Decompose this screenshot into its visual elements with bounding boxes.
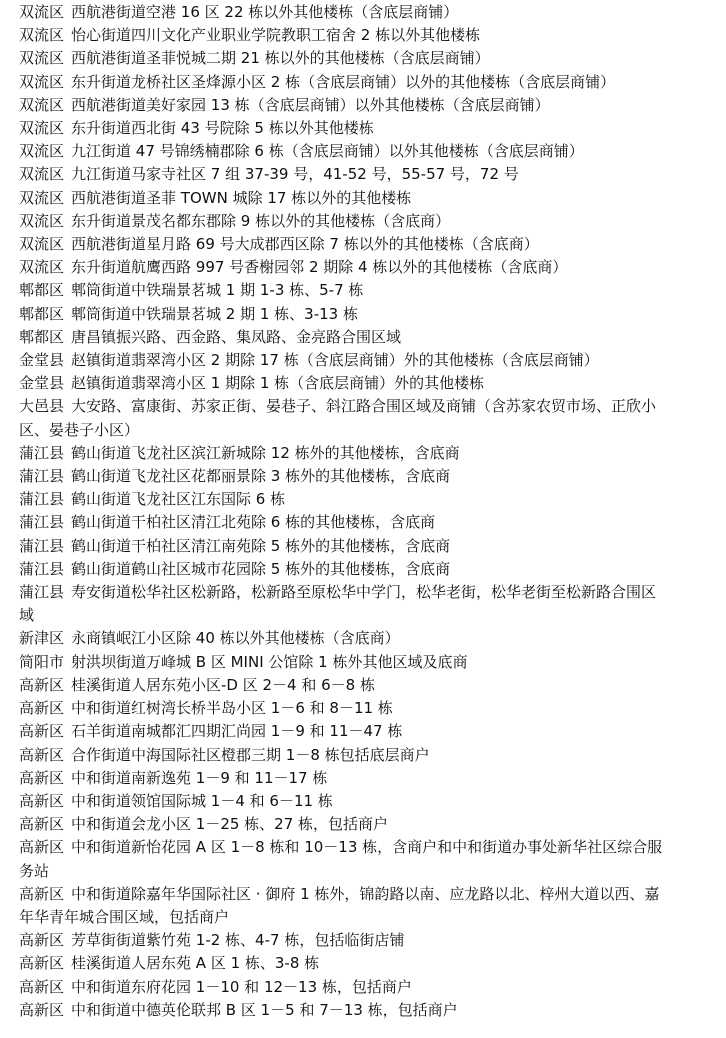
district-name: 高新区 [19, 745, 65, 764]
area-description: 中和街道中德英伦联邦 B 区 1－5 和 7－13 栋，包括商户 [71, 1000, 458, 1019]
list-item [19, 976, 667, 999]
list-item [19, 720, 667, 743]
list-item [19, 117, 667, 140]
area-description: 中和街道除嘉年华国际社区 · 御府 1 栋外，锦韵路以南、应龙路以北、梓州大道以西、嘉年华青年城合围区域，包括商户 [19, 884, 660, 926]
district-name: 双流区 [19, 49, 65, 68]
list-item [19, 790, 667, 813]
list-item [19, 836, 667, 882]
area-description: 唐昌镇振兴路、西金路、集凤路、金亮路合围区域 [71, 327, 402, 346]
list-item [19, 674, 667, 697]
list-item [19, 581, 667, 627]
area-description: 永商镇岷江小区除 40 栋以外其他楼栋（含底商） [71, 629, 400, 648]
list-item [19, 558, 667, 581]
area-description: 西航港街道圣菲 TOWN 城除 17 栋以外的其他楼栋 [71, 188, 412, 207]
list-item [19, 256, 667, 279]
area-description: 东升街道航鹰西路 997 号香榭园邻 2 期除 4 栋以外的其他楼栋（含底商） [71, 258, 568, 277]
district-name: 大邑县 [19, 397, 65, 416]
area-description: 西航港街道空港 16 区 22 栋以外其他楼栋（含底层商铺） [71, 3, 459, 21]
district-name: 高新区 [19, 838, 65, 857]
district-name: 蒲江县 [19, 490, 65, 509]
list-item [19, 233, 667, 256]
area-description: 鹤山街道鹤山社区城市花园除 5 栋外的其他楼栋，含底商 [71, 559, 451, 578]
area-description: 中和街道南新逸苑 1－9 和 11－17 栋 [71, 768, 328, 787]
list-item [19, 535, 667, 558]
area-description: 寿安街道松华社区松新路，松新路至原松华中学门，松华老街，松华老街至松新路合围区域 [19, 583, 657, 625]
district-name: 新津区 [19, 629, 65, 648]
list-item [19, 210, 667, 233]
list-item [19, 813, 667, 836]
list-item [19, 140, 667, 163]
list-item [19, 372, 667, 395]
district-name: 高新区 [19, 675, 65, 694]
district-name: 双流区 [19, 26, 65, 45]
area-description: 东升街道景茂名都东郡除 9 栋以外的其他楼栋（含底商） [71, 211, 451, 230]
area-description: 东升街道龙桥社区圣烽源小区 2 栋（含底层商铺）以外的其他楼栋（含底层商铺） [71, 72, 616, 91]
list-item [19, 395, 667, 441]
list-item [19, 303, 667, 326]
area-description: 中和街道会龙小区 1－25 栋、27 栋，包括商户 [71, 815, 389, 834]
list-item [19, 697, 667, 720]
list-item [19, 929, 667, 952]
list-item [19, 94, 667, 117]
area-description: 赵镇街道翡翠湾小区 2 期除 17 栋（含底层商铺）外的其他楼栋（含底层商铺） [71, 351, 599, 370]
district-name: 金堂县 [19, 374, 65, 393]
list-item [19, 511, 667, 534]
area-description: 大安路、富康街、苏家正街、晏巷子、斜江路合围区域及商铺（含苏家农贸市场、正欣小区、晏巷子小区） [19, 397, 657, 439]
area-description: 怡心街道四川文化产业职业学院教职工宿舍 2 栋以外其他楼栋 [71, 26, 481, 45]
district-name: 蒲江县 [19, 443, 65, 462]
area-description: 西航港街道圣菲悦城二期 21 栋以外的其他楼栋（含底层商铺） [71, 49, 490, 68]
district-name: 双流区 [19, 188, 65, 207]
list-item [19, 24, 667, 47]
area-description: 鹤山街道飞龙社区江东国际 6 栋 [71, 490, 286, 509]
list-item [19, 465, 667, 488]
district-name: 高新区 [19, 815, 65, 834]
district-name: 高新区 [19, 791, 65, 810]
area-description: 西航港街道美好家园 13 栋（含底层商铺）以外其他楼栋（含底层商铺） [71, 95, 550, 114]
area-description: 桂溪街道人居东苑 A 区 1 栋、3-8 栋 [71, 954, 320, 973]
district-name: 郫都区 [19, 281, 65, 300]
list-item [19, 488, 667, 511]
list-item [19, 163, 667, 186]
list-item [19, 326, 667, 349]
list-item [19, 767, 667, 790]
area-description: 鹤山街道飞龙社区花都丽景除 3 栋外的其他楼栋，含底商 [71, 467, 451, 486]
area-description: 桂溪街道人居东苑小区-D 区 2－4 和 6－8 栋 [71, 675, 375, 694]
district-name: 蒲江县 [19, 467, 65, 486]
district-name: 双流区 [19, 211, 65, 230]
district-name: 高新区 [19, 722, 65, 741]
area-description: 郫筒街道中铁瑞景茗城 1 期 1-3 栋、5-7 栋 [71, 281, 364, 300]
district-name: 双流区 [19, 95, 65, 114]
area-description: 石羊街道南城都汇四期汇尚园 1－9 和 11－47 栋 [71, 722, 403, 741]
list-item [19, 952, 667, 975]
list-item [19, 279, 667, 302]
area-description: 鹤山街道干柏社区清江北苑除 6 栋的其他楼栋，含底商 [71, 513, 436, 532]
area-description: 赵镇街道翡翠湾小区 1 期除 1 栋（含底层商铺）外的其他楼栋 [71, 374, 485, 393]
area-description: 中和街道东府花园 1－10 和 12－13 栋，包括商户 [71, 977, 412, 996]
area-description: 中和街道红树湾长桥半岛小区 1－6 和 8－11 栋 [71, 699, 393, 718]
district-name: 高新区 [19, 954, 65, 973]
list-item [19, 627, 667, 650]
document-body [19, 1, 667, 1022]
area-description: 东升街道西北街 43 号院除 5 栋以外其他楼栋 [71, 119, 374, 138]
district-name: 郫都区 [19, 304, 65, 323]
list-item [19, 744, 667, 767]
list-item [19, 47, 667, 70]
district-name: 双流区 [19, 3, 65, 21]
district-name: 简阳市 [19, 652, 65, 671]
district-name: 高新区 [19, 1000, 65, 1019]
district-name: 双流区 [19, 119, 65, 138]
district-name: 双流区 [19, 235, 65, 254]
district-name: 蒲江县 [19, 536, 65, 555]
list-item [19, 187, 667, 210]
district-name: 高新区 [19, 768, 65, 787]
district-name: 双流区 [19, 72, 65, 91]
area-description: 合作街道中海国际社区橙郡三期 1－8 栋包括底层商户 [71, 745, 430, 764]
list-item [19, 999, 667, 1022]
district-name: 高新区 [19, 884, 65, 903]
district-name: 高新区 [19, 931, 65, 950]
district-name: 双流区 [19, 258, 65, 277]
area-description: 九江街道 47 号锦绣楠郡除 6 栋（含底层商铺）以外其他楼栋（含底层商铺） [71, 142, 584, 161]
area-description: 西航港街道星月路 69 号大成郡西区除 7 栋以外的其他楼栋（含底商） [71, 235, 539, 254]
list-item [19, 651, 667, 674]
district-name: 金堂县 [19, 351, 65, 370]
district-name: 郫都区 [19, 327, 65, 346]
list-item [19, 1, 667, 24]
list-item [19, 442, 667, 465]
district-name: 蒲江县 [19, 583, 65, 602]
area-description: 射洪坝街道万峰城 B 区 MINI 公馆除 1 栋外其他区域及底商 [71, 652, 468, 671]
district-name: 蒲江县 [19, 513, 65, 532]
list-item [19, 883, 667, 929]
district-name: 双流区 [19, 142, 65, 161]
area-description: 鹤山街道飞龙社区滨江新城除 12 栋外的其他楼栋，含底商 [71, 443, 460, 462]
area-description: 中和街道新怡花园 A 区 1－8 栋和 10－13 栋，含商户和中和街道办事处新华社区综合服务站 [19, 838, 663, 880]
area-description: 芳草街街道紫竹苑 1-2 栋、4-7 栋，包括临街店铺 [71, 931, 405, 950]
area-description: 九江街道马家寺社区 7 组 37-39 号，41-52 号，55-57 号，72 号 [71, 165, 519, 184]
district-name: 高新区 [19, 977, 65, 996]
area-description: 中和街道领馆国际城 1－4 和 6－11 栋 [71, 791, 333, 810]
list-item [19, 71, 667, 94]
area-description: 鹤山街道干柏社区清江南苑除 5 栋外的其他楼栋，含底商 [71, 536, 451, 555]
district-name: 蒲江县 [19, 559, 65, 578]
district-name: 高新区 [19, 699, 65, 718]
list-item [19, 349, 667, 372]
district-name: 双流区 [19, 165, 65, 184]
area-description: 郫筒街道中铁瑞景茗城 2 期 1 栋、3-13 栋 [71, 304, 358, 323]
